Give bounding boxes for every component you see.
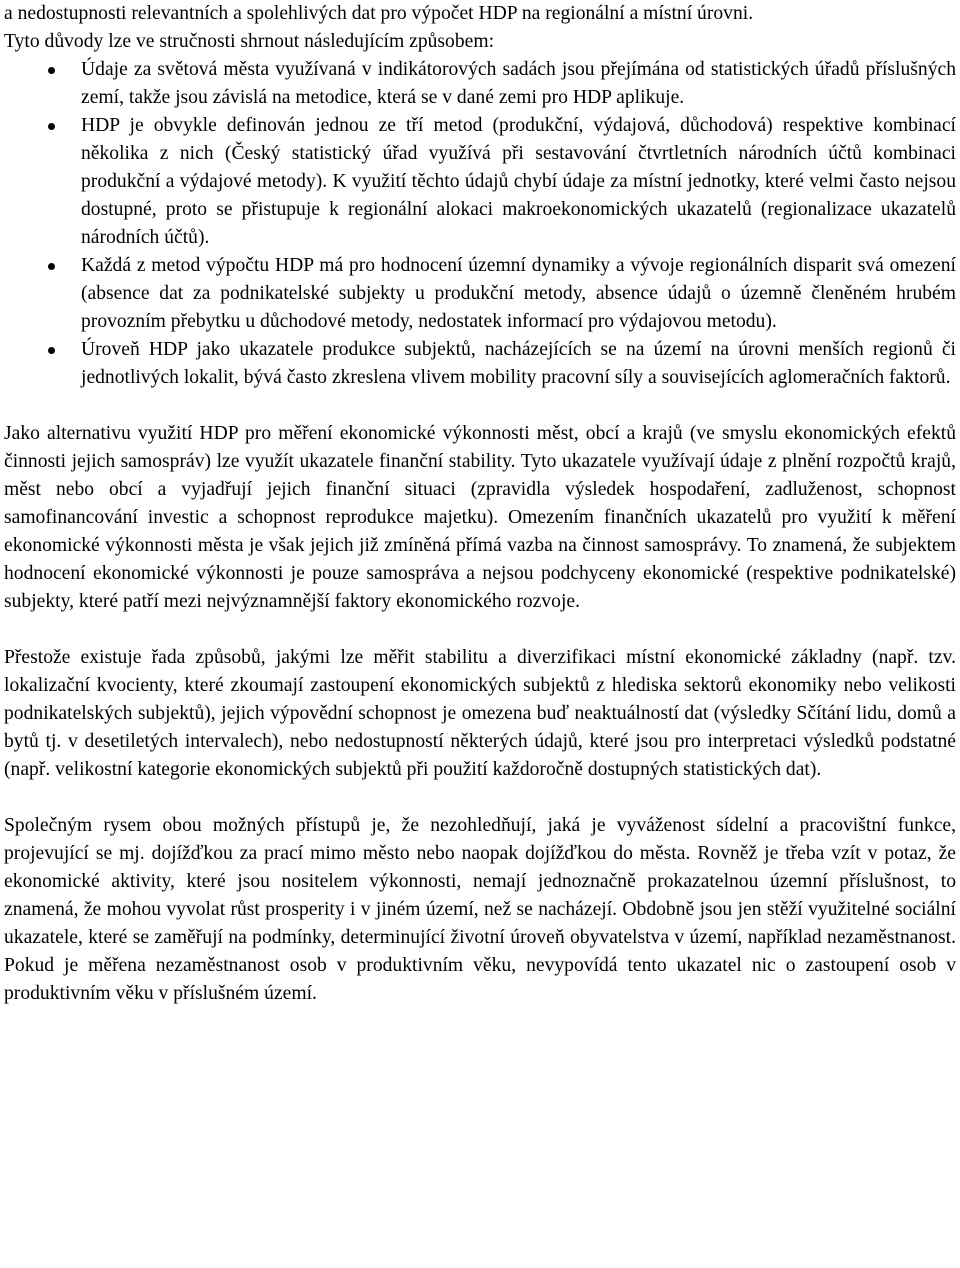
bullet-icon bbox=[48, 67, 55, 74]
list-item bbox=[4, 336, 956, 392]
list-item-text: Úroveň HDP jako ukazatele produkce subjektů, nacházejících se na území na úrovni menších regionů či jednotlivých lokalit, bývá často zkreslena vlivem mobility pracovní síly a souvisejících aglomeračních faktorů. bbox=[81, 339, 956, 388]
list-item-text: Údaje za světová města využívaná v indikátorových sadách jsou přejímána od statistických úřadů příslušných zemí, takže jsou závislá na metodice, která se v dané zemi pro HDP aplikuje. bbox=[81, 59, 956, 108]
bullet-list bbox=[4, 56, 956, 392]
bullet-icon bbox=[48, 263, 55, 270]
bullet-icon bbox=[48, 347, 55, 354]
list-item-text: HDP je obvykle definován jednou ze tří metod (produkční, výdajová, důchodová) respektive kombinací několika z nich (Český statistický úřad využívá při sestavování čtvrtletních národních účtů kombinaci produkční a výdajové metody). K využití těchto údajů chybí údaje za místní jednotky, které velmi často nejsou dostupné, proto se přistupuje k regionální alokaci makroekonomických ukazatelů (regionalizace ukazatelů národních účtů). bbox=[81, 115, 956, 248]
list-item-text: Každá z metod výpočtu HDP má pro hodnocení územní dynamiky a vývoje regionálních disparit svá omezení (absence dat za podnikatelské subjekty u produkční metody, absence údajů o územně členěném hrubém provozním přebytku u důchodové metody, nedostatek informací pro výdajovou metodu). bbox=[81, 255, 956, 332]
bullet-icon bbox=[48, 123, 55, 130]
list-item bbox=[4, 56, 956, 112]
list-item bbox=[4, 252, 956, 336]
intro-line-2: Tyto důvody lze ve stručnosti shrnout následujícím způsobem: bbox=[4, 31, 495, 52]
intro-line-1: a nedostupnosti relevantních a spolehlivých dat pro výpočet HDP na regionální a místní úrovni. bbox=[4, 3, 754, 24]
paragraph-economic-base: Přestože existuje řada způsobů, jakými lze měřit stabilitu a diverzifikaci místní ekonomické základny (např. tzv. lokalizační kvocienty, které zkoumají zastoupení ekonomických subjektů z hlediska sektorů ekonomiky nebo velikosti podnikatelských subjektů), jejich výpovědní schopnost je omezena buď neaktuálností dat (výsledky Sčítání lidu, domů a bytů tj. v desetiletých intervalech), nebo nedostupností některých údajů, které jsou pro interpretaci výsledků podstatné (např. velikostní kategorie ekonomických subjektů při použití každoročně dostupných statistických dat). bbox=[4, 647, 956, 780]
paragraph-common-feature: Společným rysem obou možných přístupů je, že nezohledňují, jaká je vyváženost sídelní a pracovištní funkce, projevující se mj. dojížďkou za prací mimo město nebo naopak dojížďkou do města. Rovněž je třeba vzít v potaz, že ekonomické aktivity, které jsou nositelem výkonnosti, nemají jednoznačně prokazatelnou územní příslušnost, to znamená, že mohou vyvolat růst prosperity i v jiném území, než se nacházejí. Obdobně jsou jen stěží využitelné sociální ukazatele, které se zaměřují na podmínky, determinující životní úroveň obyvatelstva v území, například nezaměstnanost. Pokud je měřena nezaměstnanost osob v produktivním věku, nevypovídá tento ukazatel nic o zastoupení osob v produktivním věku v příslušném území. bbox=[4, 815, 956, 1004]
paragraph-financial-stability: Jako alternativu využití HDP pro měření ekonomické výkonnosti měst, obcí a krajů (ve smyslu ekonomických efektů činnosti jejich samospráv) lze využít ukazatele finanční stability. Tyto ukazatele využívají údaje z plnění rozpočtů krajů, měst nebo obcí a vyjadřují jejich finanční situaci (zpravidla výsledek hospodaření, zadluženost, schopnost samofinancování investic a schopnost reprodukce majetku). Omezením finančních ukazatelů pro využití k měření ekonomické výkonnosti města je však jejich již zmíněná přímá vazba na činnost samosprávy. To znamená, že subjektem hodnocení ekonomické výkonnosti je pouze samospráva a nejsou podchyceny ekonomické (respektive podnikatelské) subjekty, které patří mezi nejvýznamnější faktory ekonomického rozvoje. bbox=[4, 423, 956, 612]
list-item bbox=[4, 112, 956, 252]
